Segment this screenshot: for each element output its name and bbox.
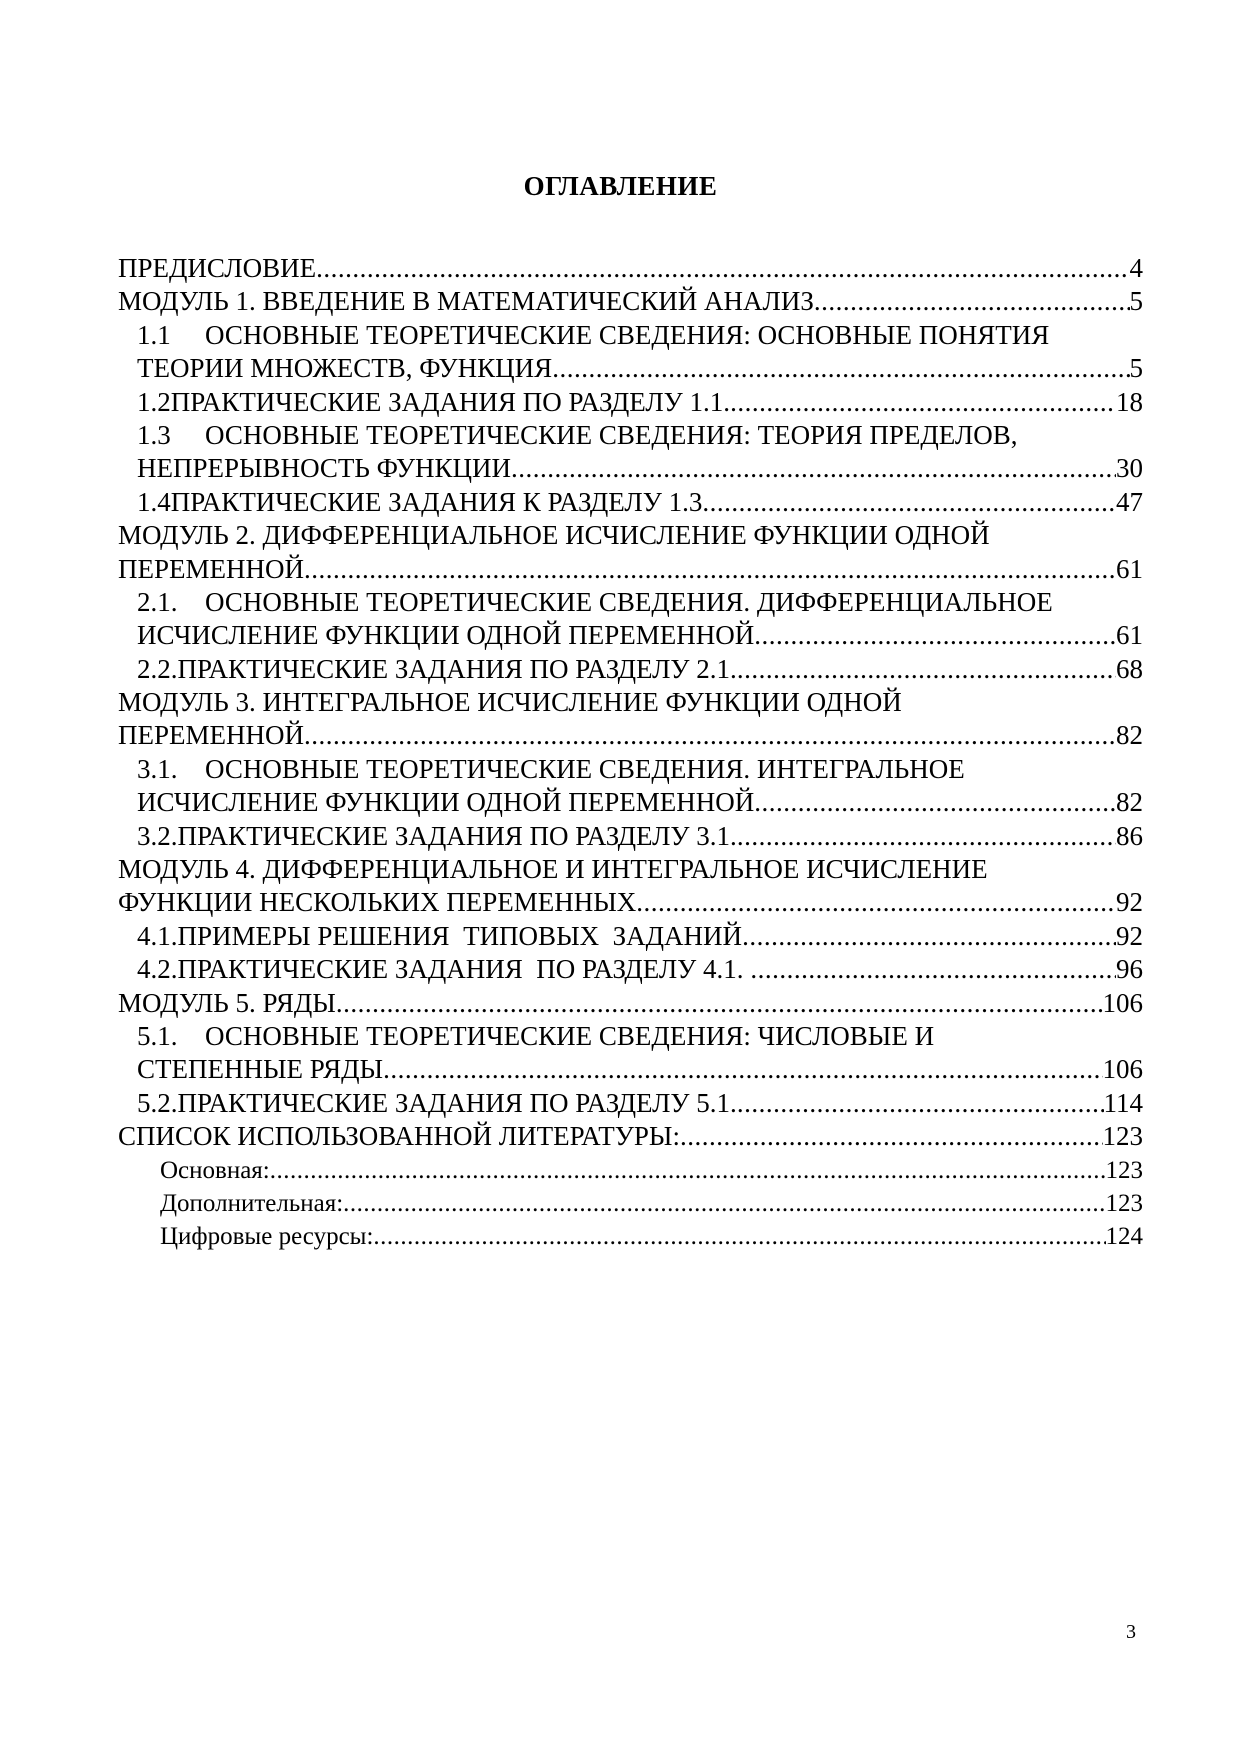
toc-entry[interactable] (118, 1087, 1143, 1120)
toc-entry[interactable] (118, 386, 1143, 419)
toc-entry-number: 1.1 (137, 319, 171, 350)
toc-entry-text: ПРАКТИЧЕСКИЕ ЗАДАНИЯ К РАЗДЕЛУ 1.3 (170, 486, 703, 517)
toc-entry-page: 18 (1116, 386, 1143, 417)
leader-dots (730, 386, 1116, 419)
toc-entry-line1[interactable] (118, 319, 1143, 352)
toc-entry-text: ИСЧИСЛЕНИЕ ФУНКЦИИ ОДНОЙ ПЕРЕМЕННОЙ (137, 787, 755, 818)
toc-entry-page: 47 (1116, 486, 1143, 517)
toc-entry-page: 114 (1103, 1087, 1143, 1118)
toc-entry[interactable] (118, 1120, 1143, 1153)
leader-dots (270, 1154, 1106, 1187)
leader-dots (737, 1087, 1104, 1120)
toc-entry-text: ПРИМЕРЫ РЕШЕНИЯ ТИПОВЫХ ЗАДАНИЙ (177, 920, 743, 951)
leader-dots (737, 820, 1116, 853)
toc-entry-text: СТЕПЕННЫЕ РЯДЫ (137, 1054, 384, 1085)
toc-entry-number: 2.2. (137, 653, 178, 684)
toc-entry[interactable] (118, 285, 1143, 318)
toc-entry[interactable] (118, 987, 1143, 1020)
toc-entry-number: 3.1. (137, 753, 178, 784)
toc-entry-text: ИСЧИСЛЕНИЕ ФУНКЦИИ ОДНОЙ ПЕРЕМЕННОЙ (137, 620, 755, 651)
toc-entry-text: МОДУЛЬ 5. РЯДЫ (118, 987, 336, 1018)
leader-dots (750, 953, 1116, 986)
leader-dots (754, 619, 1116, 652)
leader-dots (343, 1187, 1105, 1220)
toc-entry-page: 92 (1116, 887, 1143, 918)
toc-entry-page: 124 (1105, 1223, 1143, 1251)
toc-entry-line1[interactable] (118, 586, 1143, 619)
leader-dots (737, 653, 1116, 686)
toc-entry-page: 61 (1116, 553, 1143, 584)
toc-entry-text: ОСНОВНЫЕ ТЕОРЕТИЧЕСКИЕ СВЕДЕНИЯ. ИНТЕГРАЛЬНОЕ (205, 753, 965, 784)
toc-entry-line1[interactable] (118, 1020, 1143, 1053)
toc-entry-page: 68 (1116, 653, 1143, 684)
toc-entry-page: 106 (1102, 1054, 1143, 1085)
toc-entry-line2[interactable] (118, 553, 1143, 586)
toc-entry[interactable] (118, 1187, 1143, 1220)
leader-dots (511, 452, 1116, 485)
toc-entry-number: 1.3 (137, 419, 171, 450)
toc-entry-line1[interactable] (118, 686, 1143, 719)
toc-entry-text: Цифровые ресурсы: (160, 1223, 374, 1251)
toc-entry-number: 4.2. (137, 954, 178, 985)
leader-dots (316, 252, 1129, 285)
toc-entry-page: 30 (1116, 453, 1143, 484)
toc-entry[interactable] (118, 1154, 1143, 1187)
toc-entry-line2[interactable] (118, 619, 1143, 652)
toc-entry-page: 123 (1105, 1189, 1143, 1217)
leader-dots (304, 719, 1116, 752)
toc-entry-line2[interactable] (118, 786, 1143, 819)
toc-entry-page: 123 (1102, 1121, 1143, 1152)
leader-dots (742, 920, 1116, 953)
toc-entry-text: ПРАКТИЧЕСКИЕ ЗАДАНИЯ ПО РАЗДЕЛУ 4.1. (177, 954, 751, 985)
toc-entry-text: Дополнительная: (160, 1189, 344, 1217)
toc-entry-line1[interactable] (118, 519, 1143, 552)
toc-entry-text: МОДУЛЬ 2. ДИФФЕРЕНЦИАЛЬНОЕ ИСЧИСЛЕНИЕ ФУНКЦИИ ОДНОЙ (118, 520, 990, 551)
toc-entry-page: 86 (1116, 820, 1143, 851)
toc-entry-text: МОДУЛЬ 1. ВВЕДЕНИЕ В МАТЕМАТИЧЕСКИЙ АНАЛИЗ (118, 286, 814, 317)
leader-dots (754, 786, 1116, 819)
leader-dots (636, 886, 1116, 919)
toc-entry-page: 61 (1116, 620, 1143, 651)
toc-entry-line2[interactable] (118, 452, 1143, 485)
toc-entry-line2[interactable] (118, 719, 1143, 752)
toc-entry-text: ПРАКТИЧЕСКИЕ ЗАДАНИЯ ПО РАЗДЕЛУ 2.1. (177, 653, 737, 684)
toc-entry-number: 2.1. (137, 586, 178, 617)
toc-entry-text: ПРАКТИЧЕСКИЕ ЗАДАНИЯ ПО РАЗДЕЛУ 5.1. (177, 1087, 737, 1118)
leader-dots (814, 285, 1130, 318)
toc-entry-number: 5.1. (137, 1020, 178, 1051)
toc-entry[interactable] (118, 486, 1143, 519)
toc-entry-text: МОДУЛЬ 4. ДИФФЕРЕНЦИАЛЬНОЕ И ИНТЕГРАЛЬНОЕ ИСЧИСЛЕНИЕ (118, 854, 988, 885)
toc-entry-line1[interactable] (118, 753, 1143, 786)
leader-dots (680, 1120, 1103, 1153)
toc-entry[interactable] (118, 252, 1143, 285)
toc-entry-page: 123 (1105, 1156, 1143, 1184)
toc-entry[interactable] (118, 1220, 1143, 1253)
table-of-contents (118, 252, 1143, 1254)
toc-entry-text: ПЕРЕМЕННОЙ (118, 720, 304, 751)
toc-entry-number: 4.1. (137, 920, 178, 951)
toc-entry-text: СПИСОК ИСПОЛЬЗОВАННОЙ ЛИТЕРАТУРЫ: (118, 1121, 680, 1152)
toc-entry-line1[interactable] (118, 853, 1143, 886)
toc-entry-line2[interactable] (118, 352, 1143, 385)
toc-entry-page: 82 (1116, 787, 1143, 818)
toc-entry-text: ОСНОВНЫЕ ТЕОРЕТИЧЕСКИЕ СВЕДЕНИЯ. ДИФФЕРЕНЦИАЛЬНОЕ (205, 586, 1053, 617)
toc-entry-line1[interactable] (118, 419, 1143, 452)
page-number: 3 (1126, 1621, 1136, 1643)
toc-entry-text: ОСНОВНЫЕ ТЕОРЕТИЧЕСКИЕ СВЕДЕНИЯ: ЧИСЛОВЫЕ И (205, 1020, 935, 1051)
toc-entry-number: 1.2 (137, 386, 171, 417)
page-title: ОГЛАВЛЕНИЕ (523, 171, 718, 201)
toc-entry-number: 3.2. (137, 820, 178, 851)
toc-entry-page: 5 (1129, 286, 1143, 317)
toc-entry[interactable] (118, 920, 1143, 953)
toc-entry-text: ФУНКЦИИ НЕСКОЛЬКИХ ПЕРЕМЕННЫХ (118, 887, 637, 918)
toc-entry-line2[interactable] (118, 1053, 1143, 1086)
toc-entry-text: ПРАКТИЧЕСКИЕ ЗАДАНИЯ ПО РАЗДЕЛУ 1.1. (170, 386, 731, 417)
toc-entry-text: ОСНОВНЫЕ ТЕОРЕТИЧЕСКИЕ СВЕДЕНИЯ: ТЕОРИЯ ПРЕДЕЛОВ, (205, 419, 1018, 450)
toc-entry-line2[interactable] (118, 886, 1143, 919)
toc-entry-text: МОДУЛЬ 3. ИНТЕГРАЛЬНОЕ ИСЧИСЛЕНИЕ ФУНКЦИИ ОДНОЙ (118, 687, 902, 718)
leader-dots (336, 987, 1103, 1020)
toc-entry-page: 92 (1116, 920, 1143, 951)
toc-entry-page: 96 (1116, 954, 1143, 985)
leader-dots (383, 1053, 1102, 1086)
toc-entry-page: 5 (1129, 353, 1143, 384)
toc-entry[interactable] (118, 653, 1143, 686)
toc-entry[interactable] (118, 820, 1143, 853)
toc-entry-number: 1.4 (137, 486, 171, 517)
toc-entry[interactable] (118, 953, 1143, 986)
toc-entry-text: Основная: (160, 1156, 270, 1184)
toc-entry-page: 4 (1129, 253, 1143, 283)
toc-entry-page: 106 (1102, 987, 1143, 1018)
toc-entry-text: ПЕРЕМЕННОЙ (118, 553, 304, 584)
leader-dots (702, 486, 1116, 519)
leader-dots (373, 1220, 1105, 1253)
toc-entry-text: ПРАКТИЧЕСКИЕ ЗАДАНИЯ ПО РАЗДЕЛУ 3.1. (177, 820, 737, 851)
toc-entry-text: ТЕОРИИ МНОЖЕСТВ, ФУНКЦИЯ (137, 353, 553, 384)
toc-entry-text: ОСНОВНЫЕ ТЕОРЕТИЧЕСКИЕ СВЕДЕНИЯ: ОСНОВНЫЕ ПОНЯТИЯ (205, 319, 1050, 350)
toc-entry-page: 82 (1116, 720, 1143, 751)
toc-entry-text: ПРЕДИСЛОВИЕ (118, 253, 317, 283)
toc-entry-text: НЕПРЕРЫВНОСТЬ ФУНКЦИИ (137, 453, 512, 484)
leader-dots (304, 553, 1116, 586)
leader-dots (552, 352, 1129, 385)
toc-entry-number: 5.2. (137, 1087, 178, 1118)
